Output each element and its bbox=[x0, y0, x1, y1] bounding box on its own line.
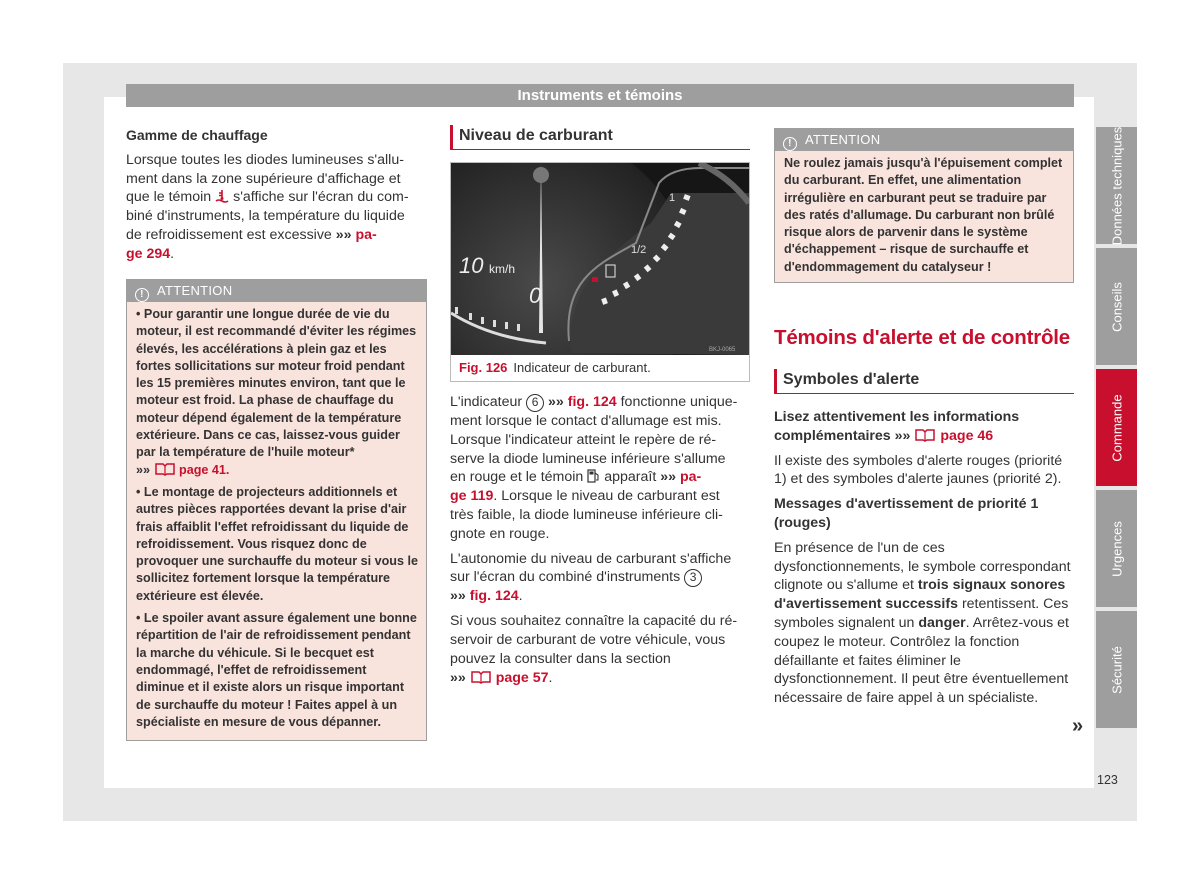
figure-caption-text: Indicateur de carburant. bbox=[513, 360, 651, 375]
callout-6: 6 bbox=[526, 394, 544, 412]
section-title-niveau: Niveau de carburant bbox=[450, 125, 750, 150]
fuel-pump-icon bbox=[587, 469, 600, 483]
arrow-icon: »» bbox=[335, 226, 352, 243]
arrow-icon: »» bbox=[660, 469, 676, 486]
arrow-icon: »» bbox=[894, 427, 911, 444]
text: . bbox=[518, 588, 523, 605]
speed-digit: 0 bbox=[529, 283, 542, 308]
text: L'autonomie du niveau de carburant s'affiche bbox=[450, 550, 732, 567]
text: Lisez attentivement les informations complémentaires bbox=[774, 409, 1020, 444]
arrow-icon: »» bbox=[450, 588, 466, 605]
text: de refroidissement est excessive bbox=[126, 226, 332, 243]
column-2-text bbox=[450, 393, 752, 693]
tab-label: Données techniques bbox=[1109, 126, 1124, 245]
speed-unit: km/h bbox=[489, 262, 516, 276]
page-link-57[interactable]: page 57 bbox=[495, 669, 549, 686]
text: Lorsque l'indicateur atteint le repère de ré- bbox=[450, 431, 717, 448]
paragraph-indicator bbox=[450, 393, 752, 544]
warning-item: • Le spoiler avant assure également une bonne répartition de l'air de refroidissement pendant la marche du véhicule. Si le becquet est endommagé, l'effet de refroidissement diminue et il existe alors un risque important de surchauffe du moteur ! Faites appel à un spécialiste en mesure de vous dépanner. bbox=[136, 611, 417, 729]
paragraph-capacity bbox=[450, 612, 752, 687]
figure-126 bbox=[450, 162, 750, 382]
warning-box-1 bbox=[126, 279, 427, 741]
tab-label: Commande bbox=[1109, 393, 1124, 462]
text: trois signaux sonores d'avertissement successifs bbox=[774, 577, 1066, 613]
section-title-temoins: Témoins d'alerte et de contrôle bbox=[774, 326, 1070, 349]
tab-securite[interactable] bbox=[1096, 611, 1137, 728]
subsection-symboles: Symboles d'alerte bbox=[774, 369, 1074, 394]
page-link-294[interactable]: pa- bbox=[355, 226, 377, 243]
gauge-mark-half: 1/2 bbox=[631, 244, 647, 256]
tab-urgences[interactable] bbox=[1096, 490, 1137, 607]
text: Si vous souhaitez connaître la capacité du ré- bbox=[450, 613, 738, 630]
text: que le témoin bbox=[126, 189, 212, 206]
text: . bbox=[170, 245, 175, 262]
arrow-icon: »» bbox=[450, 669, 466, 686]
text: en rouge et le témoin bbox=[450, 469, 584, 486]
text: . Lorsque le niveau de carburant est bbox=[493, 488, 720, 505]
text: Lorsque toutes les diodes lumineuses s'allu- bbox=[126, 151, 404, 168]
page-link-46[interactable]: page 46 bbox=[940, 427, 994, 444]
figure-code: BKJ-0065 bbox=[709, 347, 736, 353]
gauge-mark-full: 1 bbox=[669, 192, 676, 204]
tab-label: Urgences bbox=[1109, 520, 1124, 577]
fig-link-124[interactable]: fig. 124 bbox=[567, 394, 617, 410]
warning-title: ATTENTION bbox=[157, 283, 233, 298]
paragraph-gamme bbox=[126, 151, 428, 264]
page-link-119[interactable]: pa- bbox=[679, 469, 702, 486]
continue-arrow: » bbox=[1072, 715, 1084, 737]
text: biné d'instruments, la température du liquide bbox=[126, 208, 405, 225]
warning-item-text: Le montage de projecteurs additionnels et autres pièces rapportées devant la prise d'air frais affaiblit l'effet refroidissant du liquide de refroidissement. Vous risquez donc de provoquer une surchauffe du moteur si vous le sollicitez fortement lorsque la température extérieure est élevée. bbox=[136, 484, 419, 603]
text: sur l'écran du combiné d'instruments bbox=[450, 569, 681, 586]
book-icon bbox=[914, 428, 936, 442]
text: ment lorsque le contact d'allumage est mis. bbox=[450, 413, 722, 429]
exclamation-icon: ! bbox=[783, 137, 797, 151]
page-link-119-b[interactable]: ge 119 bbox=[450, 488, 494, 505]
paragraph-priority: Il existe des symboles d'alerte rouges (priorité 1) et des symboles d'alerte jaunes (priorité 2). bbox=[774, 452, 1063, 488]
read-notice bbox=[774, 408, 1074, 446]
column-1 bbox=[126, 126, 428, 264]
warning-body bbox=[127, 302, 426, 742]
column-3-text bbox=[774, 408, 1074, 714]
fig-link-124-b[interactable]: fig. 124 bbox=[469, 588, 519, 605]
page-link-294-b[interactable]: ge 294 bbox=[126, 245, 171, 262]
coolant-temperature-icon bbox=[215, 189, 229, 203]
figure-caption bbox=[451, 355, 749, 381]
text: s'affiche sur l'écran du com- bbox=[233, 189, 409, 206]
text: retentissent. Ces symboles signalent un bbox=[774, 596, 1069, 631]
tab-conseils[interactable] bbox=[1096, 248, 1137, 365]
text: apparaît bbox=[604, 469, 657, 486]
text: En présence de l'un de ces dysfonctionnements, le symbole correspondant clignote ou s'allume et bbox=[774, 539, 1071, 594]
heading-gamme: Gamme de chauffage bbox=[126, 127, 268, 143]
warning-title: ATTENTION bbox=[805, 132, 881, 147]
text: gnote en rouge. bbox=[450, 525, 550, 542]
page-link-41[interactable]: page 41. bbox=[179, 462, 230, 477]
book-icon bbox=[470, 670, 492, 684]
book-icon bbox=[154, 462, 176, 476]
tab-donnees-techniques[interactable] bbox=[1096, 127, 1137, 244]
text: L'indicateur bbox=[450, 394, 523, 410]
text: . bbox=[548, 669, 553, 686]
paragraph-priority-1 bbox=[774, 539, 1074, 708]
warning-item: • Pour garantir une longue durée de vie du moteur, il est recommandé d'éviter les régimes élevés, les accélérations à plein gaz et les fortes sollicitations sur moteur froid pendant les 15 premières minutes environ, tant que le moteur est froid. La phase de chauffage du moteur dépend également de la température extérieure. Dans ce cas, laissez-vous guider par la température de l'huile moteur* »» page 41. bbox=[136, 307, 417, 477]
exclamation-icon: ! bbox=[135, 288, 149, 302]
warning-header bbox=[127, 280, 426, 302]
heading-priority-1: Messages d'avertissement de priorité 1 (rouges) bbox=[774, 496, 1039, 531]
paragraph-autonomy bbox=[450, 550, 752, 607]
warning-header bbox=[775, 129, 1073, 151]
chapter-header: Instruments et témoins bbox=[126, 84, 1074, 107]
text: danger bbox=[918, 614, 966, 631]
fuel-gauge-image bbox=[451, 163, 749, 355]
tab-commande[interactable] bbox=[1096, 369, 1137, 486]
text: ment dans la zone supérieure d'affichage et bbox=[126, 170, 401, 187]
warning-item-text: Pour garantir une longue durée de vie du moteur, il est recommandé d'éviter les régimes élevés, les accélérations à plein gaz et les fortes sollicitations sur moteur froid pendant les 15 premières minutes environ, tant que le moteur est froid. La phase de chauffage du moteur dépend également de la température extérieure. Dans ce cas, laissez-vous guider par la température de l'huile moteur* bbox=[136, 307, 417, 460]
speed-digit: 10 bbox=[459, 253, 484, 278]
warning-item-text: Le spoiler avant assure également une bonne répartition de l'air de refroidissement pendant la marche du véhicule. Si le becquet est endommagé, l'effet de refroidissement diminue et il existe alors un risque important de surchauffe du moteur ! Faites appel à un spécialiste en mesure de vous dépanner. bbox=[136, 611, 417, 729]
text: serve la diode lumineuse inférieure s'allume bbox=[450, 450, 726, 467]
arrow-icon: »» bbox=[548, 394, 564, 410]
warning-body: Ne roulez jamais jusqu'à l'épuisement complet du carburant. En effet, une alimentation irrégulière en carburant peut se traduire par des ratés d'allumage. Du carburant non brûlé risque alors de parvenir dans le système d'échappement – risque de surchauffe et d'endommagement du catalyseur ! bbox=[784, 156, 1063, 274]
text: . Arrêtez-vous et coupez le moteur. Contrôlez la fonction défaillante et faites éliminer le dysfonctionnement. Il peut être éventuellement nécessaire de faire appel à un spécialiste. bbox=[774, 614, 1069, 707]
page-number: 123 bbox=[1097, 773, 1118, 787]
text: pouvez la consulter dans la section bbox=[450, 650, 671, 667]
warning-box-2 bbox=[774, 128, 1074, 283]
callout-3: 3 bbox=[684, 569, 702, 587]
figure-label: Fig. 126 bbox=[459, 360, 508, 375]
text: fonctionne unique- bbox=[620, 394, 738, 410]
tab-label: Sécurité bbox=[1109, 645, 1124, 694]
text: très faible, la diode lumineuse inférieure cli- bbox=[450, 506, 723, 523]
warning-item: • Le montage de projecteurs additionnels et autres pièces rapportées devant la prise d'air frais affaiblit l'effet refroidissant du liquide de refroidissement. Vous risquez donc de provoquer une surchauffe du moteur si vous le sollicitez fortement lorsque la température extérieure est élevée. bbox=[136, 484, 419, 603]
tab-label: Conseils bbox=[1109, 281, 1124, 332]
arrow-icon: »» bbox=[136, 462, 151, 477]
text: servoir de carburant de votre véhicule, vous bbox=[450, 631, 726, 648]
